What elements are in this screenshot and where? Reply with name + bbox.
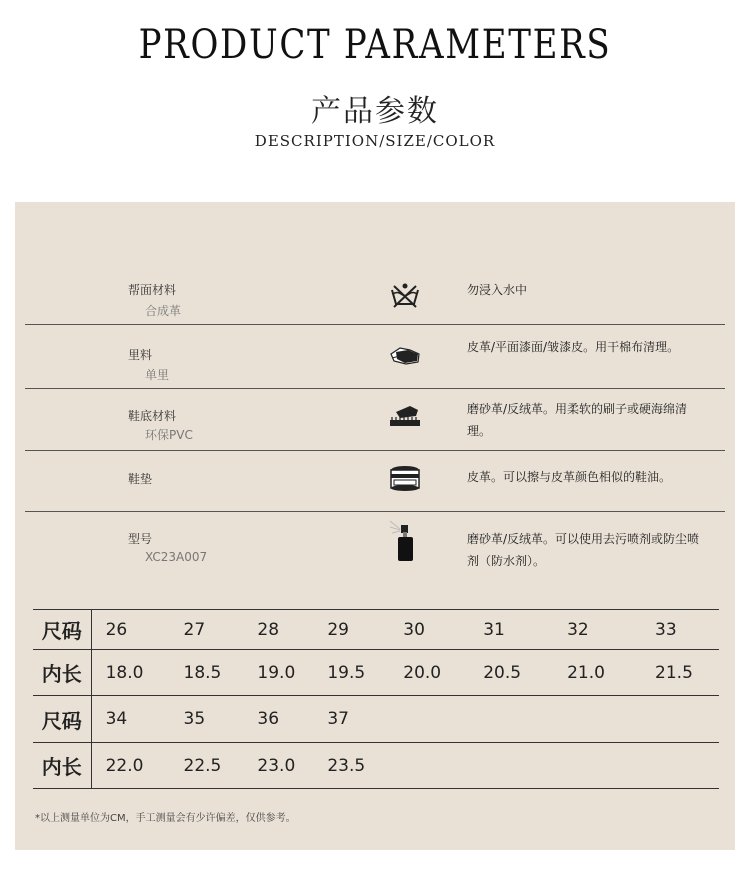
param-row-model: [25, 511, 725, 603]
subtitle: DESCRIPTION/SIZE/COLOR: [254, 132, 496, 150]
length-header: 内长: [33, 743, 91, 789]
length-row: [33, 743, 719, 789]
length-cell: 19.5: [327, 662, 366, 683]
length-cell: 21.0: [567, 662, 605, 683]
length-cell: 18.5: [183, 662, 222, 683]
size-cell: 29: [327, 619, 349, 640]
care-text: 磨砂革/反绒革。可以使用去污喷剂或防尘喷剂（防水剂）。: [467, 532, 700, 568]
length-row: [33, 650, 719, 696]
length-cell: 20.5: [483, 662, 522, 683]
brush-icon: [388, 402, 422, 432]
spray-can-icon: [388, 519, 422, 563]
size-cell: 37: [327, 709, 349, 729]
shoe-polish-icon: [388, 464, 422, 494]
size-cell: 33: [655, 619, 677, 640]
title-en: PRODUCT PARAMETERS: [138, 22, 612, 68]
size-cell: 26: [105, 619, 128, 640]
size-cell: 28: [257, 619, 280, 640]
size-cell: 27: [183, 619, 206, 640]
care-text: 皮革。可以擦与皮革颜色相似的鞋油。: [467, 470, 672, 484]
param-row-insole: [25, 450, 725, 512]
length-cell: 23.0: [257, 755, 296, 776]
care-text: 磨砂革/反绒革。用柔软的刷子或硬海绵清理。: [467, 402, 688, 438]
cloth-wipe-icon: [388, 342, 422, 372]
param-value: XC23A007: [145, 550, 208, 564]
length-cell: 22.5: [183, 755, 222, 776]
param-row-sole-material: [25, 388, 725, 451]
size-cell: 31: [483, 619, 505, 640]
care-text: 皮革/平面漆面/皱漆皮。用干棉布清理。: [467, 340, 680, 354]
param-label: 里料: [128, 348, 153, 362]
title-cn: 产品参数: [311, 94, 439, 129]
parameters-panel: [15, 202, 735, 850]
param-row-upper-material: [25, 202, 725, 325]
param-label: 鞋底材料: [128, 409, 177, 423]
size-cell: 34: [105, 709, 128, 729]
size-row: [33, 610, 719, 650]
length-cell: 21.5: [655, 662, 693, 683]
param-value: 单里: [145, 368, 170, 382]
size-cell: 35: [183, 709, 206, 729]
size-header: 尺码: [33, 610, 91, 650]
length-cell: 23.5: [327, 755, 366, 776]
size-row: [33, 696, 719, 743]
length-cell: 18.0: [105, 662, 144, 683]
size-table: [33, 609, 719, 789]
length-cell: 20.0: [403, 662, 442, 683]
length-header: 内长: [33, 650, 91, 696]
size-cell: 36: [257, 709, 280, 729]
size-cell: 32: [567, 619, 589, 640]
size-header: 尺码: [33, 696, 91, 743]
size-cell: 30: [403, 619, 425, 640]
param-value: 合成革: [145, 304, 182, 318]
param-label: 鞋垫: [128, 472, 153, 486]
length-cell: 19.0: [257, 662, 296, 683]
care-text: 勿浸入水中: [467, 283, 528, 297]
do-not-wash-icon: [388, 280, 422, 310]
param-label: 型号: [128, 532, 153, 546]
param-row-lining: [25, 324, 725, 389]
param-label: 帮面材料: [128, 283, 177, 297]
param-value: 环保PVC: [145, 428, 193, 442]
length-cell: 22.0: [105, 755, 144, 776]
measurement-note: *以上测量单位为CM，手工测量会有少许偏差，仅供参考。: [35, 813, 296, 824]
